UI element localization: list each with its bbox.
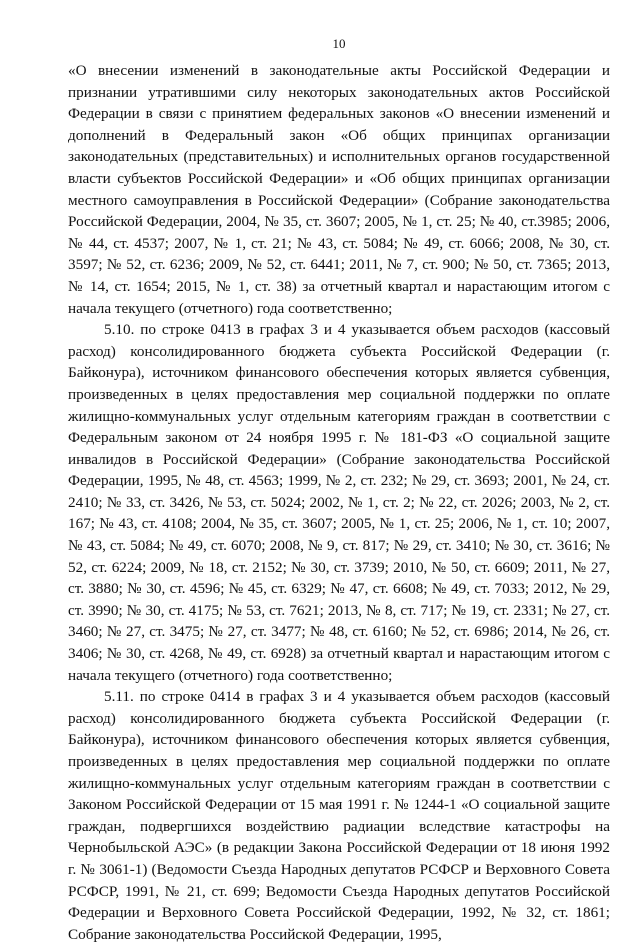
paragraph-5-10: 5.10. по строке 0413 в графах 3 и 4 указывается объем расходов (кассовый расход) консолидированного бюджета субъекта Российской Федерации (г. Байконура), источником финансового обеспечения которых является субвенция, произведенных в целях предоставления мер социальной поддержки по оплате жилищно-коммунальных услуг отдельным категориям граждан в соответствии с Федеральным законом от 24 ноября 1995 г. № 181-ФЗ «О социальной защите инвалидов в Российской Федерации» (Собрание законодательства Российской Федерации, 1995, № 48, ст. 4563; 1999, № 2, ст. 232; № 29, ст. 3693; 2001, № 24, ст. 2410; № 33, ст. 3426, № 53, ст. 5024; 2002, № 1, ст. 2; № 22, ст. 2026; 2003, № 2, ст. 167; № 43, ст. 4108; 2004, № 35, ст. 3607; 2005, № 1, ст. 25; 2006, № 1, ст. 10; 2007, № 43, ст. 5084; № 49, ст. 6070; 2008, № 9, ст. 817; № 29, ст. 3410; № 30, ст. 3616; № 52, ст. 6224; 2009, № 18, ст. 2152; № 30, ст. 3739; 2010, № 50, ст. 6609; 2011, № 27, ст. 3880; № 30, ст. 4596; № 45, ст. 6329; № 47, ст. 6608; № 49, ст. 7033; 2012, № 29, ст. 3990; № 30, ст. 4175; № 53, ст. 7621; 2013, № 8, ст. 717; № 19, ст. 2331; № 27, ст. 3460; № 27, ст. 3475; № 27, ст. 3477; № 48, ст. 6160; № 52, ст. 6986; 2014, № 26, ст. 3406; № 30, ст. 4268, № 49, ст. 6928) за отчетный квартал и нарастающим итогом с начала текущего (отчетного) года соответственно;	[68, 321, 610, 684]
paragraph-continuation: «О внесении изменений в законодательные акты Российской Федерации и признании утратившими силу некоторых законодательных актов Российской Федерации в связи с принятием федеральных законов «О внесении изменений и дополнений в Федеральный закон «Об общих принципах организации законодательных (представительных) и исполнительных органов государственной власти субъектов Российской Федерации» и «Об общих принципах организации местного самоуправления в Российской Федерации» (Собрание законодательства Российской Федерации, 2004, № 35, ст. 3607; 2005, № 1, ст. 25; № 40, ст.3985; 2006, № 44, ст. 4537; 2007, № 1, ст. 21; № 43, ст. 5084; № 49, ст. 6066; 2008, № 30, ст. 3597; № 52, ст. 6236; 2009, № 52, ст. 6441; 2011, № 7, ст. 900; № 50, ст. 7365; 2013, № 14, ст. 1654; 2015, № 1, ст. 38) за отчетный квартал и нарастающим итогом с начала текущего (отчетного) года соответственно;	[68, 62, 610, 317]
page-number: 10	[332, 36, 346, 51]
paragraph-5-11: 5.11. по строке 0414 в графах 3 и 4 указывается объем расходов (кассовый расход) консолидированного бюджета субъекта Российской Федерации (г. Байконура), источником финансового обеспечения которых является субвенция, произведенных в целях предоставления мер социальной поддержки по оплате жилищно-коммунальных услуг отдельным категориям граждан в соответствии с Законом Российской Федерации от 15 мая 1991 г. № 1244-1 «О социальной защите граждан, подвергшихся воздействию радиации вследствие катастрофы на Чернобыльской АЭС» (в редакции Закона Российской Федерации от 18 июня 1992 г. № 3061-1) (Ведомости Съезда Народных депутатов РСФСР и Верховного Совета РСФСР, 1991, № 21, ст. 699; Ведомости Съезда Народных депутатов Российской Федерации и Верховного Совета Российской Федерации, 1992, № 32, ст. 1861; Собрание законодательства Российской Федерации, 1995,	[68, 688, 610, 943]
